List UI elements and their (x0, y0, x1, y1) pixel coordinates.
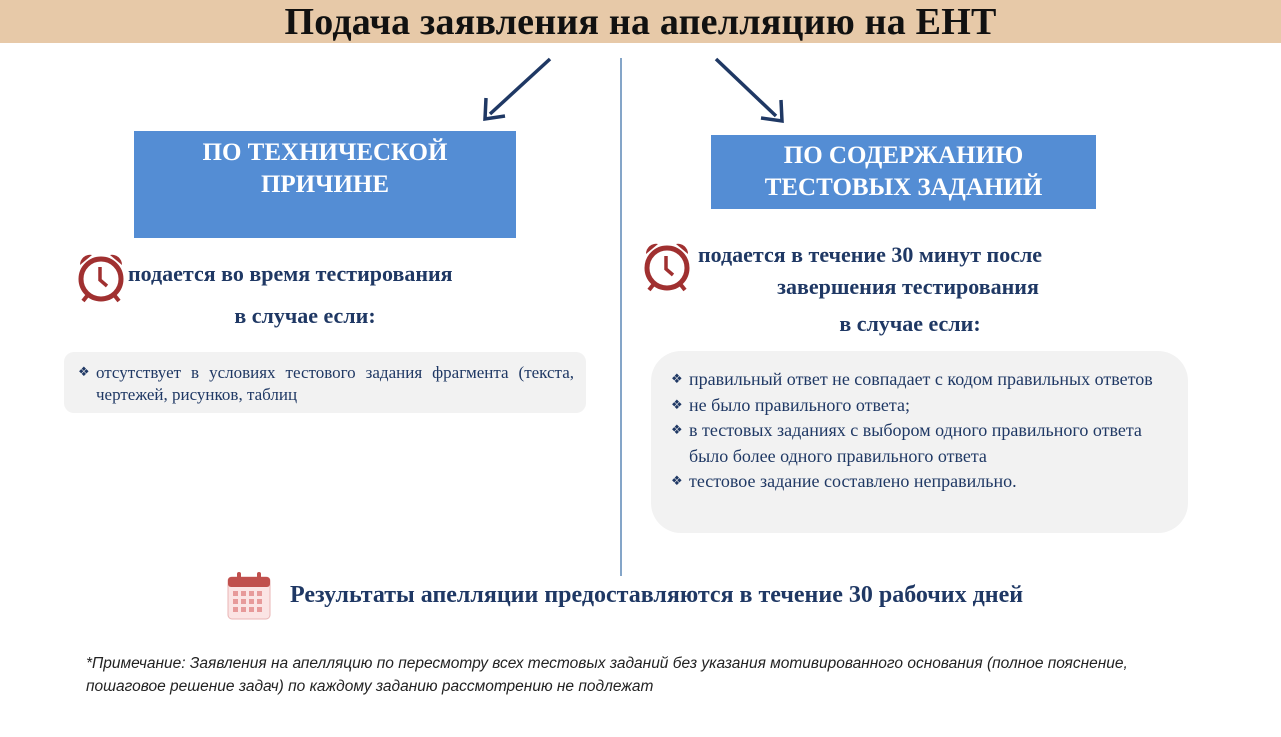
calendar-icon (226, 571, 272, 621)
technical-reason-box (134, 131, 516, 238)
title-bar (0, 0, 1281, 43)
right-heading-line3: в случае если: (839, 311, 981, 336)
alarm-clock-icon (642, 240, 692, 292)
list-item (671, 367, 1170, 393)
technical-reason-line2: ПРИЧИНЕ (260, 171, 390, 198)
content-reason-line1: ПО СОДЕРЖАНИЮ (783, 142, 1024, 169)
diamond-bullet-icon: ❖ (671, 397, 683, 413)
left-conditions-panel (64, 352, 586, 413)
condition-text: тестовое задание составлено неправильно. (689, 471, 1017, 491)
footnote: *Примечание: Заявления на апелляцию по пересмотру всех тестовых заданий без указания мотивированного основания (полное пояснение, пошаговое решение задач) по каждому заданию рассмотрению не подлежат (86, 655, 1128, 695)
arrow-down-right-icon (712, 56, 788, 126)
right-heading-line2: завершения тестирования (777, 274, 1039, 299)
content-reason-line2: ТЕСТОВЫХ ЗАДАНИЙ (764, 174, 1043, 201)
list-item (671, 418, 1170, 469)
right-heading-line1: подается в течение 30 минут после (698, 242, 1043, 267)
arrow-down-left-icon (478, 56, 554, 124)
page-title: Подача заявления на апелляцию на ЕНТ (284, 0, 997, 43)
condition-text: в тестовых заданиях с выбором одного правильного ответа было более одного правильного ответа (689, 420, 1142, 466)
left-heading-line1: подается во время тестирования (128, 261, 453, 286)
right-conditions-panel (651, 351, 1188, 533)
diamond-bullet-icon: ❖ (671, 372, 683, 387)
diamond-bullet-icon: ❖ (671, 423, 683, 438)
list-item (671, 393, 1170, 419)
condition-text: правильный ответ не совпадает с кодом правильных ответов (689, 369, 1153, 389)
list-item (78, 362, 574, 406)
content-reason-box (711, 135, 1096, 209)
alarm-clock-icon (76, 251, 126, 303)
diamond-bullet-icon: ❖ (671, 474, 683, 489)
condition-text: не было правильного ответа; (689, 394, 910, 415)
results-statement: Результаты апелляции предоставляются в течение 30 рабочих дней (290, 582, 1024, 608)
technical-reason-line1: ПО ТЕХНИЧЕСКОЙ (202, 139, 448, 166)
diamond-bullet-icon: ❖ (78, 365, 90, 380)
condition-text: отсутствует в условиях тестового задания фрагмента (текста, чертежей, рисунков, таблиц (96, 363, 574, 404)
left-heading-line2: в случае если: (234, 303, 376, 328)
list-item (671, 469, 1170, 495)
center-divider (620, 58, 622, 576)
